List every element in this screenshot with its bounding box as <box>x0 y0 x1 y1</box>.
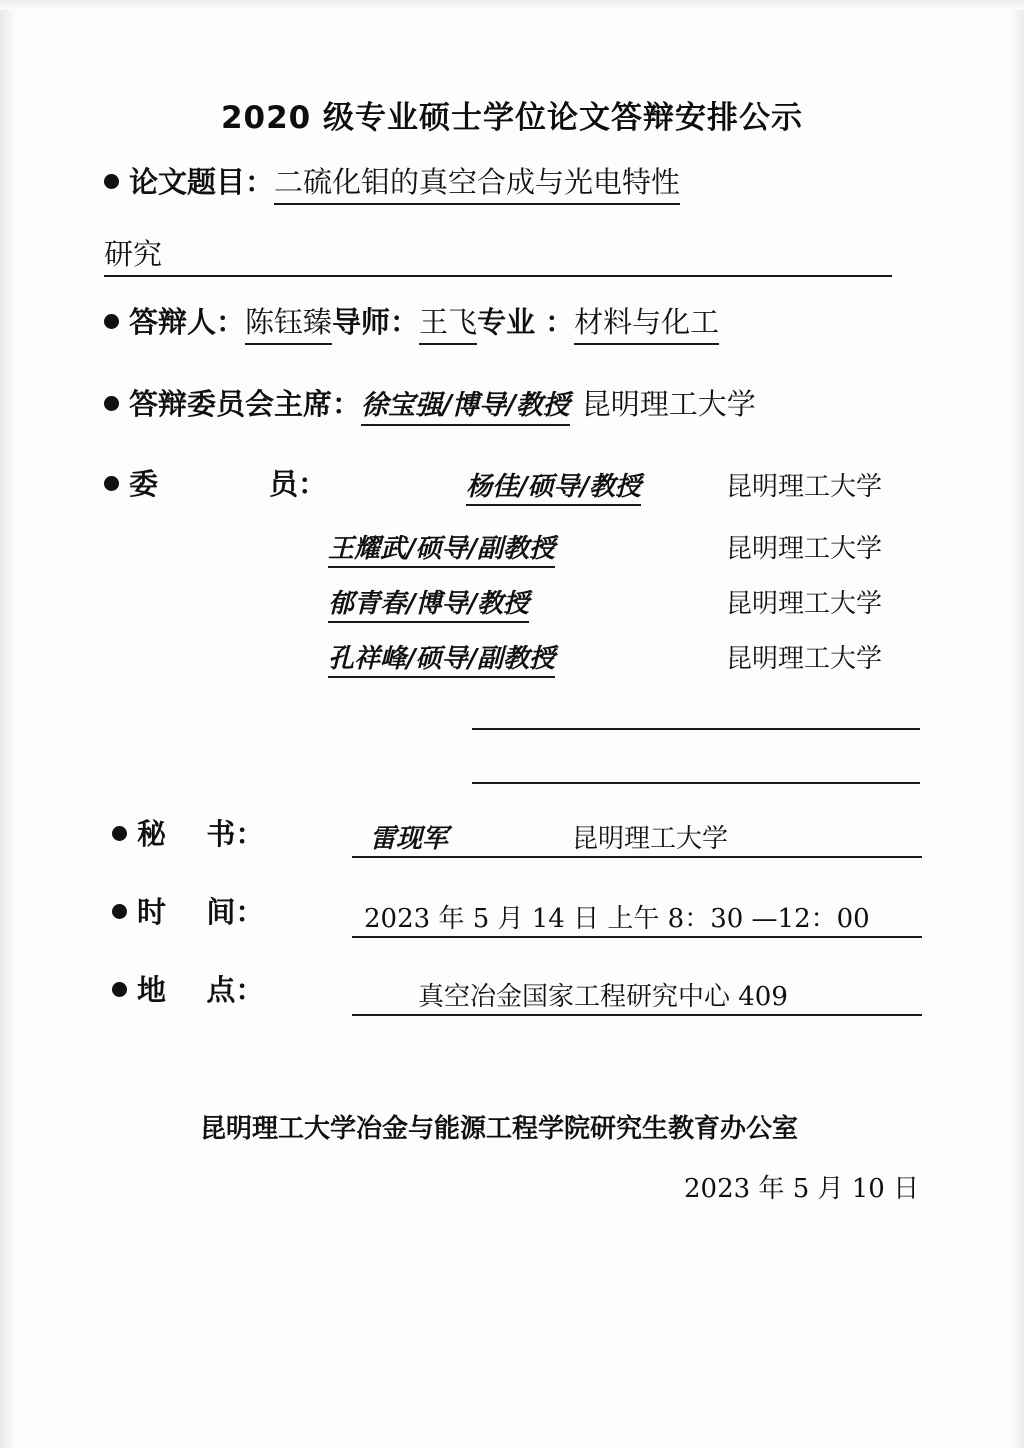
page-edge-shadow-top <box>0 0 1024 10</box>
place-value: 真空冶金国家工程研究中心 409 <box>418 982 788 1012</box>
member-name-2: 王耀武/硕导/副教授 <box>328 528 555 568</box>
bullet-icon <box>112 904 127 919</box>
advisor-label: 导师： <box>332 305 420 339</box>
member-org-1: 昆明理工大学 <box>726 472 883 502</box>
page-edge-shadow-right <box>1010 0 1024 1448</box>
bullet-icon <box>104 396 119 411</box>
thesis-title-label: 论文题目： <box>129 165 275 199</box>
chair-org: 昆明理工大学 <box>581 387 756 421</box>
defender-name: 陈钰臻 <box>245 300 332 345</box>
bullet-icon <box>104 476 119 491</box>
place-row <box>112 968 264 1009</box>
major-label: 专业 ： <box>477 305 575 339</box>
members-label-row <box>104 462 327 503</box>
time-underline <box>352 936 922 938</box>
document-title: 2020 级专业硕士学位论文答辩安排公示 <box>220 100 804 136</box>
place-label: 地 点： <box>137 973 265 1007</box>
bullet-icon <box>112 982 127 997</box>
member-blank-line-5 <box>472 728 920 730</box>
secretary-label: 秘 书： <box>137 817 265 851</box>
thesis-title-row <box>104 160 680 205</box>
bullet-icon <box>104 174 119 189</box>
advisor-name: 王飞 <box>419 300 477 345</box>
members-label: 委 员： <box>129 467 328 501</box>
place-underline <box>352 1014 922 1016</box>
member-blank-line-6 <box>472 782 920 784</box>
member-name-1: 杨佳/硕导/教授 <box>466 466 641 506</box>
member-org-4: 昆明理工大学 <box>726 644 883 674</box>
time-value: 2023 年 5 月 14 日 上午 8：30 —12：00 <box>364 904 870 934</box>
defender-row <box>104 300 719 345</box>
bullet-icon <box>104 314 119 329</box>
time-row <box>112 890 264 931</box>
thesis-title-row-cont <box>104 232 892 277</box>
secretary-underline <box>352 856 922 858</box>
issue-date: 2023 年 5 月 10 日 <box>684 1174 920 1204</box>
thesis-title-value-line2: 研究 <box>104 232 892 277</box>
member-name-3: 郁青春/博导/教授 <box>328 583 529 623</box>
member-org-2: 昆明理工大学 <box>726 534 883 564</box>
secretary-name: 雷现军 <box>370 824 449 854</box>
member-name-4: 孔祥峰/硕导/副教授 <box>328 638 555 678</box>
page-edge-shadow-left <box>0 0 16 1448</box>
time-label: 时 间： <box>137 895 265 929</box>
secretary-row <box>112 812 264 853</box>
bullet-icon <box>112 826 127 841</box>
issuing-organization: 昆明理工大学冶金与能源工程学院研究生教育办公室 <box>200 1114 799 1144</box>
chair-row <box>104 382 756 426</box>
member-org-3: 昆明理工大学 <box>726 589 883 619</box>
secretary-org: 昆明理工大学 <box>572 824 729 854</box>
chair-label: 答辩委员会主席： <box>129 387 362 421</box>
thesis-title-value-line1: 二硫化钼的真空合成与光电特性 <box>274 160 680 205</box>
defender-label: 答辩人： <box>129 305 246 339</box>
chair-name: 徐宝强/博导/教授 <box>361 383 570 426</box>
major-value: 材料与化工 <box>574 300 719 345</box>
